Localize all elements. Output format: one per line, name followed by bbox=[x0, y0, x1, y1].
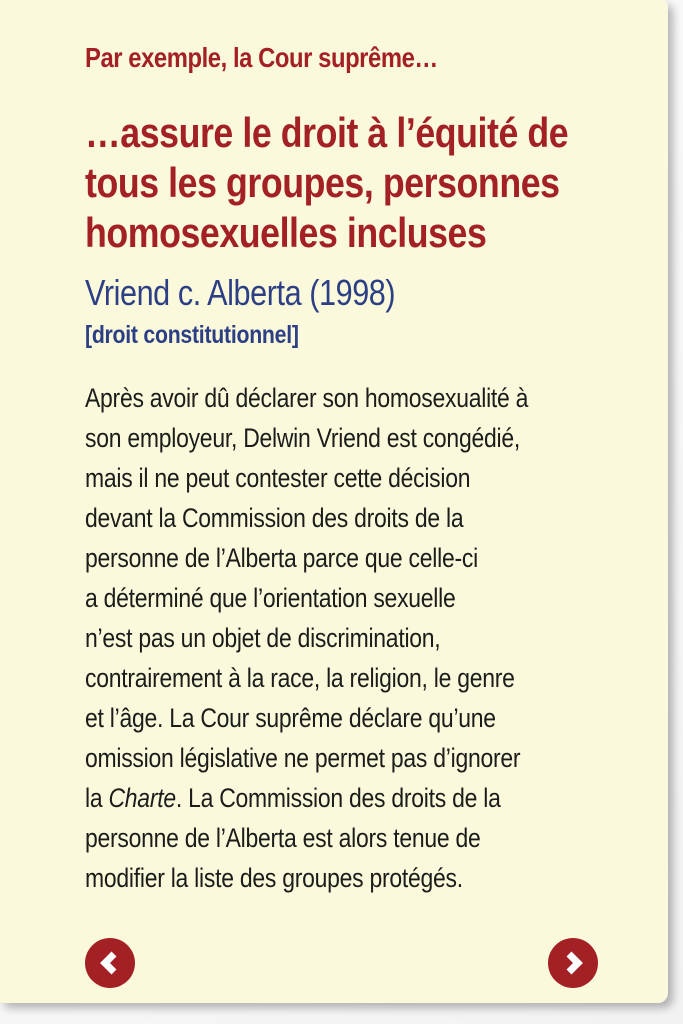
headline: …assure le droit à l’équité de tous les groupes, personnes homosexuelles incluses bbox=[85, 109, 569, 256]
slide-content bbox=[85, 0, 668, 898]
body-text: Après avoir dû déclarer son homosexualité à son employeur, Delwin Vriend est congédié, mais il ne peut contester cette décision devant la Commission des droits de la personne de l’Alberta parce que celle-ci a déterminé que l’orientation sexuelle n’est pas un objet de discrimination, contrairement à la race, la religion, le genre et l’âge. La Cour suprême déclare qu’une omission législative ne permet pas d’ignorer la Charte. La Commission des droits de la personne de l’Alberta est alors tenue de modifier la liste des groupes protégés. bbox=[85, 383, 529, 893]
category-label: [droit constitutionnel] bbox=[85, 321, 299, 349]
case-title: Vriend c. Alberta (1998) bbox=[85, 272, 396, 313]
next-slide-button[interactable] bbox=[548, 938, 598, 988]
chevron-left-icon bbox=[97, 950, 123, 976]
previous-slide-button[interactable] bbox=[85, 938, 135, 988]
chevron-right-icon bbox=[560, 950, 586, 976]
kicker-text: Par exemple, la Cour suprême… bbox=[85, 42, 438, 73]
